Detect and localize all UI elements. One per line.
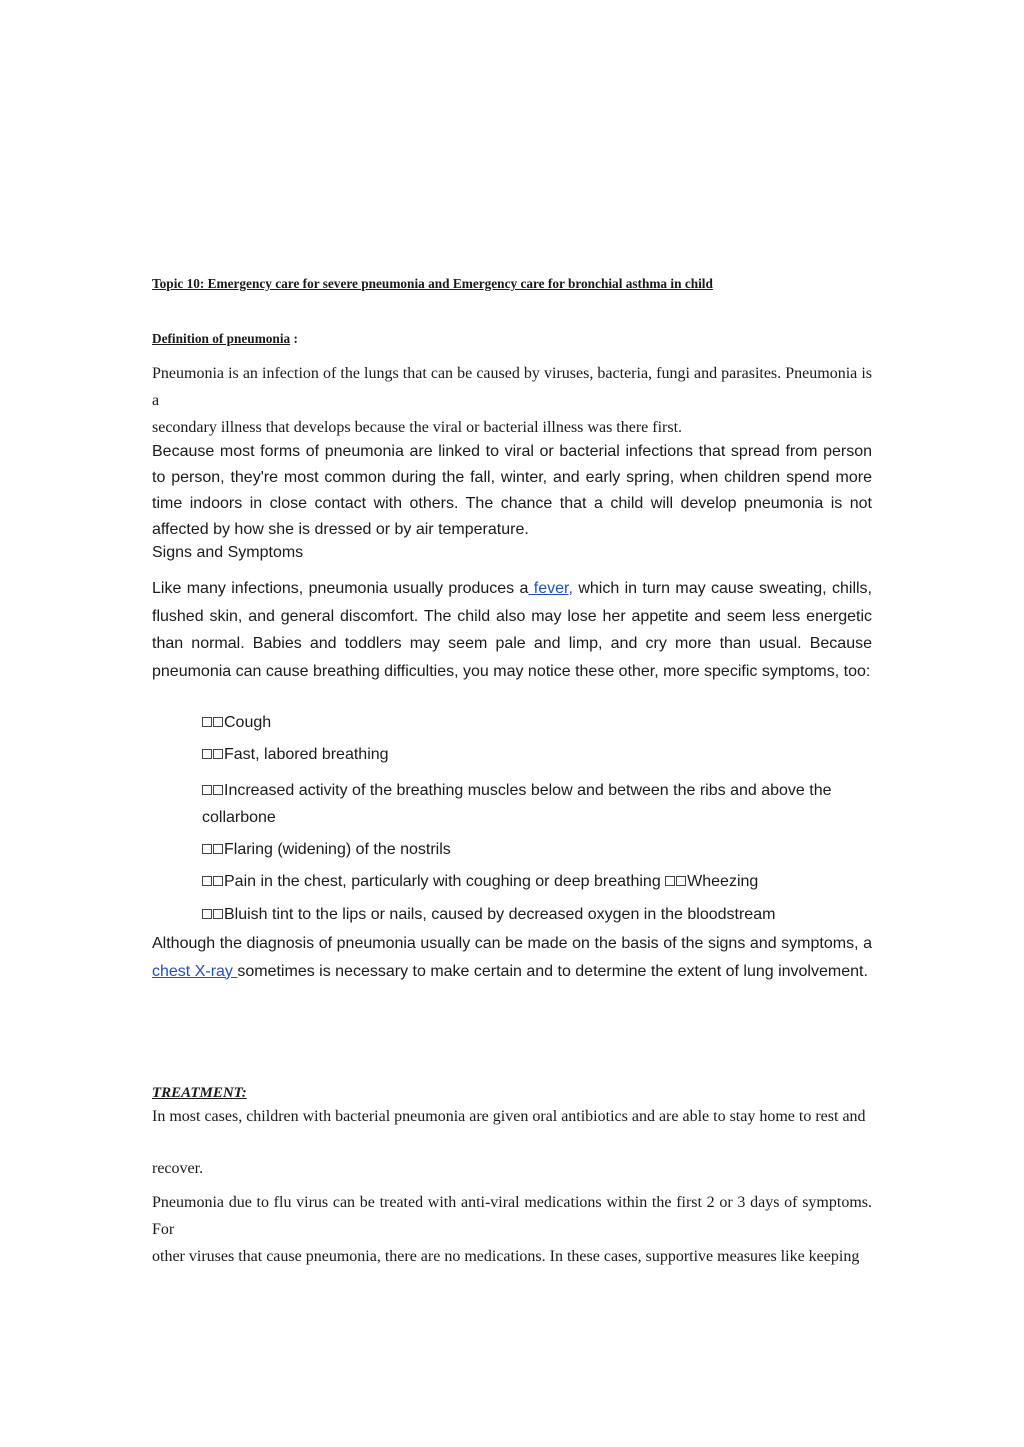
treatment-heading: TREATMENT: bbox=[152, 1085, 247, 1101]
treatment-paragraph-1-line-2: recover. bbox=[152, 1160, 204, 1177]
bullet-box-icon bbox=[202, 876, 212, 886]
bullet-box-icon bbox=[665, 876, 675, 886]
bullet-box-icon bbox=[202, 909, 212, 919]
symptom-text: Pain in the chest, particularly with coughing or deep breathing bbox=[224, 873, 666, 890]
bullet-box-icon bbox=[213, 785, 223, 795]
symptom-item bbox=[202, 741, 872, 768]
bullet-box-icon bbox=[213, 844, 223, 854]
definition-heading bbox=[152, 331, 872, 347]
fever-text-after: which in turn may cause sweating, chills, flushed skin, and general discomfort. The child also may lose her appetite and seem less energetic than normal. Babies and toddlers may seem pale and limp, and cry more than usual. Because pneumonia can cause breathing difficulties, you may notice these other, more specific symptoms, too: bbox=[152, 580, 873, 680]
bullet-box-icon bbox=[202, 785, 212, 795]
fever-paragraph bbox=[152, 575, 872, 685]
symptom-text: Cough bbox=[224, 714, 272, 731]
symptom-text: Fast, labored breathing bbox=[224, 746, 389, 763]
symptom-text: Increased activity of the breathing muscles below and between the ribs and above the collarbone bbox=[202, 782, 832, 826]
treatment-paragraph-3: other viruses that cause pneumonia, there are no medications. In these cases, supportive measures like keeping bbox=[152, 1248, 860, 1265]
symptom-extra-text: Wheezing bbox=[687, 873, 759, 890]
definition-heading-colon: : bbox=[290, 331, 298, 346]
bullet-box-icon bbox=[202, 844, 212, 854]
fever-text-before: Like many infections, pneumonia usually produces a bbox=[152, 580, 529, 597]
definition-heading-text: Definition of pneumonia bbox=[152, 331, 291, 346]
symptom-item bbox=[202, 709, 872, 736]
chest-xray-link[interactable]: chest X-ray bbox=[152, 962, 238, 980]
symptom-item bbox=[202, 777, 872, 831]
diagnosis-paragraph bbox=[152, 930, 872, 985]
bullet-box-icon bbox=[213, 909, 223, 919]
signs-heading: Signs and Symptoms bbox=[152, 544, 304, 561]
document-page bbox=[152, 0, 872, 1447]
diagnosis-text-after: sometimes is necessary to make certain and to determine the extent of lung involvement. bbox=[237, 962, 868, 980]
treatment-paragraph-2: Pneumonia due to flu virus can be treated with anti-viral medications within the first 2 or 3 days of symptoms. For bbox=[152, 1194, 872, 1238]
document-title: Topic 10: Emergency care for severe pneumonia and Emergency care for bronchial asthma in child bbox=[152, 276, 713, 291]
bullet-box-icon bbox=[202, 717, 212, 727]
treatment-paragraph-1: In most cases, children with bacterial pneumonia are given oral antibiotics and are able to stay home to rest and bbox=[152, 1108, 866, 1125]
symptom-item bbox=[202, 868, 872, 895]
bullet-box-icon bbox=[202, 749, 212, 759]
symptom-text: Flaring (widening) of the nostrils bbox=[224, 841, 451, 858]
bullet-box-icon bbox=[676, 876, 686, 886]
diagnosis-text-before: Although the diagnosis of pneumonia usually can be made on the basis of the signs and symptoms, a bbox=[152, 935, 872, 952]
spread-paragraph: Because most forms of pneumonia are linked to viral or bacterial infections that spread from person to person, they're most common during the fall, winter, and early spring, when children spend more time indoors in close contact with others. The chance that a child will develop pneumonia is not affected by how she is dressed or by air temperature. bbox=[152, 443, 872, 538]
bullet-box-icon bbox=[213, 717, 223, 727]
symptom-text: Bluish tint to the lips or nails, caused by decreased oxygen in the bloodstream bbox=[224, 906, 776, 923]
bullet-box-icon bbox=[213, 876, 223, 886]
fever-link[interactable]: fever, bbox=[528, 580, 573, 597]
definition-paragraph: Pneumonia is an infection of the lungs that can be caused by viruses, bacteria, fungi and parasites. Pneumonia is a bbox=[152, 365, 872, 409]
symptom-item bbox=[202, 901, 872, 928]
bullet-box-icon bbox=[213, 749, 223, 759]
definition-line-2: secondary illness that develops because the viral or bacterial illness was there first. bbox=[152, 419, 683, 436]
symptom-item bbox=[202, 836, 872, 863]
